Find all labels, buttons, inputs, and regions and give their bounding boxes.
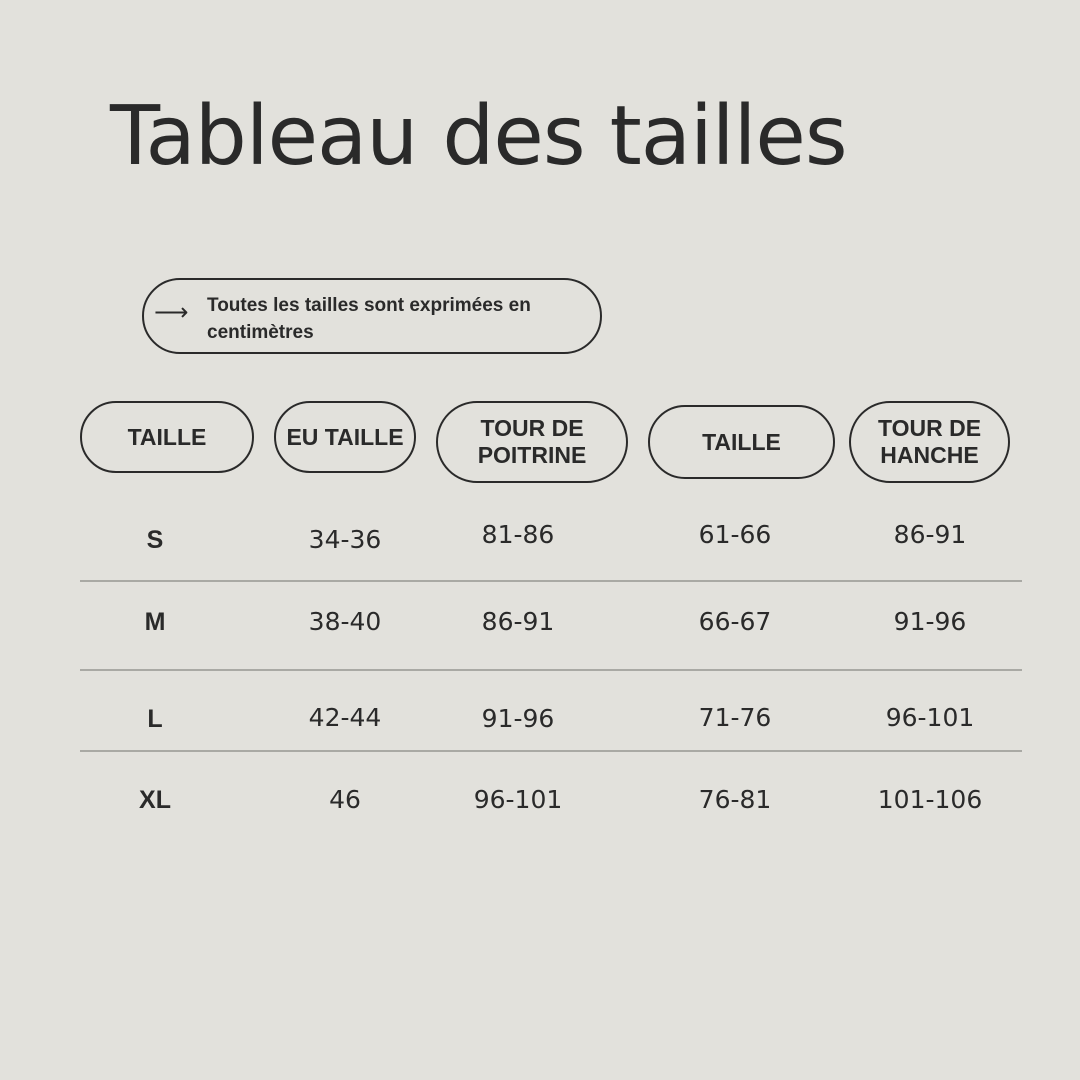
header-tour-de-hanche: TOUR DE HANCHE — [849, 401, 1010, 483]
eu-size-cell: 46 — [329, 785, 361, 814]
chest-cell: 96-101 — [473, 785, 563, 814]
units-note — [142, 278, 602, 354]
waist-cell: 76-81 — [698, 785, 772, 814]
size-cell: S — [146, 526, 164, 554]
eu-size-cell: 38-40 — [308, 607, 382, 636]
hip-cell: 86-91 — [893, 520, 967, 549]
eu-size-cell: 42-44 — [308, 703, 382, 732]
waist-cell: 66-67 — [698, 607, 772, 636]
hip-cell: 96-101 — [885, 703, 975, 732]
row-divider — [80, 750, 1022, 752]
eu-size-cell: 34-36 — [308, 525, 382, 554]
size-cell: M — [144, 608, 166, 636]
waist-cell: 61-66 — [698, 520, 772, 549]
row-divider — [80, 669, 1022, 671]
size-cell: XL — [139, 786, 171, 814]
chest-cell: 81-86 — [481, 520, 555, 549]
hip-cell: 101-106 — [877, 785, 983, 814]
arrow-right-icon: ⟶ — [154, 298, 189, 326]
hip-cell: 91-96 — [893, 607, 967, 636]
waist-cell: 71-76 — [698, 703, 772, 732]
units-note-text: Toutes les tailles sont exprimées en centimètres — [207, 295, 531, 343]
header-tour-de-poitrine: TOUR DE POITRINE — [436, 401, 628, 483]
row-divider — [80, 580, 1022, 582]
size-cell: L — [147, 705, 163, 733]
chest-cell: 91-96 — [481, 704, 555, 733]
page-title: Tableau des tailles — [110, 89, 847, 184]
header-taille: TAILLE — [80, 401, 254, 473]
header-tour-de-taille: TAILLE — [648, 405, 835, 479]
chest-cell: 86-91 — [481, 607, 555, 636]
header-eu-taille: EU TAILLE — [274, 401, 416, 473]
